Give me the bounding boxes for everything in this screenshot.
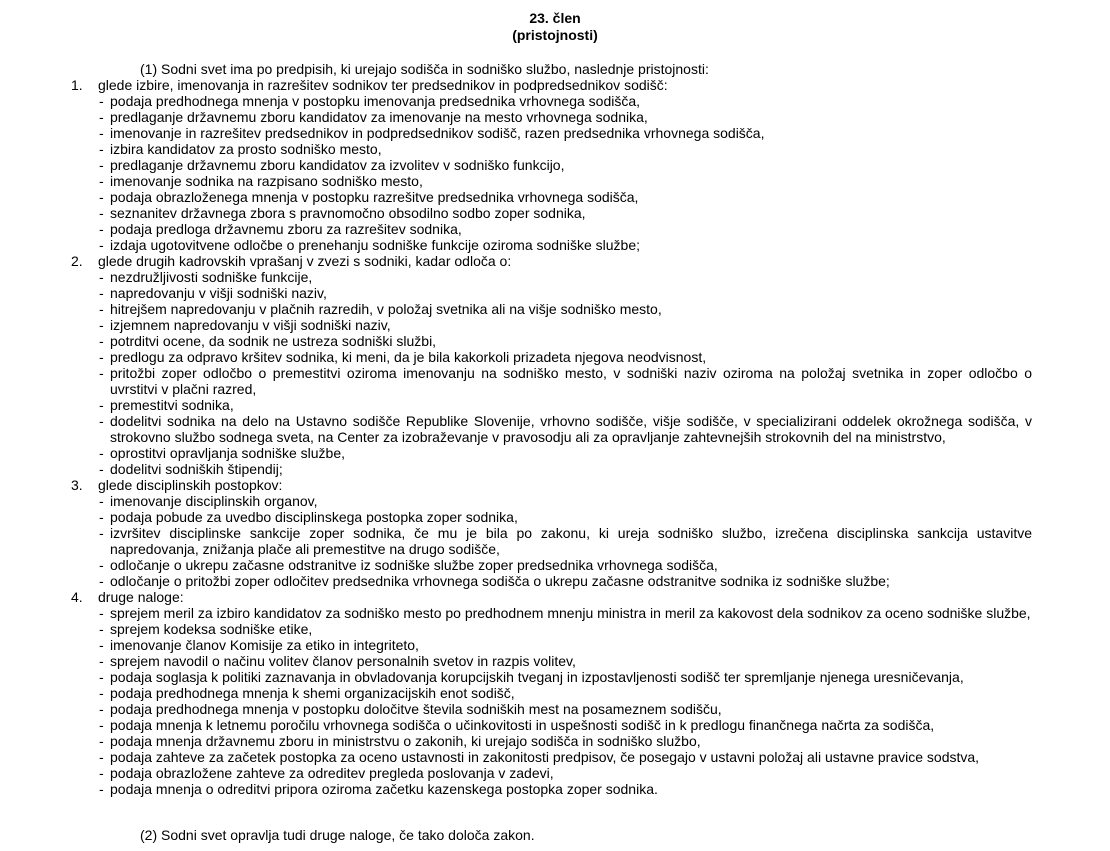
list-item-text: predlaganje državnemu zboru kandidatov za imenovanje na mesto vrhovnega sodnika, <box>110 109 648 125</box>
dash-marker: - <box>99 717 104 733</box>
section-number: 3. <box>71 477 83 493</box>
list-item-text: podaja predhodnega mnenja v postopku določitve števila sodniških mest na posameznem sodišču, <box>110 701 722 717</box>
section-heading: druge naloge: <box>98 589 184 605</box>
list-item <box>98 317 1032 333</box>
dash-marker: - <box>99 445 104 461</box>
list-item <box>98 141 1032 157</box>
list-item-text: izbira kandidatov za prosto sodniško mesto, <box>110 141 382 157</box>
list-item <box>98 269 1032 285</box>
list-item <box>98 349 1032 365</box>
intro-paragraph: (1) Sodni svet ima po predpisih, ki urejajo sodišča in sodniško službo, naslednje pristojnosti: <box>140 61 709 77</box>
list-item-text: sprejem kodeksa sodniške etike, <box>110 621 313 637</box>
list-item <box>98 205 1032 221</box>
list-item-text: podaja predloga državnemu zboru za razrešitev sodnika, <box>110 221 462 237</box>
list-item-text: premestitvi sodnika, <box>110 397 234 413</box>
list-item-text: nezdružljivosti sodniške funkcije, <box>110 269 313 285</box>
dash-marker: - <box>99 749 104 765</box>
list-item <box>98 781 1032 797</box>
dash-marker: - <box>99 125 104 141</box>
list-item-text: hitrejšem napredovanju v plačnih razredih, v položaj svetnika ali na višje sodniško mesto, <box>110 301 662 317</box>
list-item-text: izjemnem napredovanju v višji sodniški naziv, <box>110 317 391 333</box>
list-item <box>98 157 1032 173</box>
list-item-text: izvršitev disciplinske sankcije zoper sodnika, če mu je bila po zakonu, ki ureja sodniško službo, izrečena disciplinska sankcija ustavitve napredovanja, znižanja plače ali premestitve na drugo sodišče, <box>110 525 1032 557</box>
dash-marker: - <box>99 461 104 477</box>
list-item <box>98 765 1032 781</box>
dash-marker: - <box>99 733 104 749</box>
list-item <box>98 125 1032 141</box>
list-item <box>98 333 1032 349</box>
list-item-text: potrditvi ocene, da sodnik ne ustreza sodniški službi, <box>110 333 437 349</box>
list-item <box>98 669 1032 685</box>
list-item <box>98 525 1032 557</box>
dash-marker: - <box>99 413 104 429</box>
dash-marker: - <box>99 653 104 669</box>
dash-marker: - <box>99 605 104 621</box>
list-item <box>98 173 1032 189</box>
list-item-text: podaja zahteve za začetek postopka za oceno ustavnosti in zakonitosti predpisov, če posegajo v ustavni položaj ali ustavne pravice sodstva, <box>110 749 980 765</box>
list-item-text: sprejem meril za izbiro kandidatov za sodniško mesto po predhodnem mnenju ministra in meril za kakovost dela sodnikov za oceno sodniške službe, <box>110 605 1031 621</box>
article-number: 23. člen <box>529 10 581 26</box>
dash-marker: - <box>99 301 104 317</box>
list-item <box>98 93 1032 109</box>
list-item <box>98 493 1032 509</box>
dash-marker: - <box>99 237 104 253</box>
list-item <box>98 605 1032 621</box>
list-item <box>98 237 1032 253</box>
dash-marker: - <box>99 317 104 333</box>
section-subitems <box>98 93 1110 253</box>
section-item <box>0 477 1110 589</box>
list-item-text: dodelitvi sodnika na delo na Ustavno sodišče Republike Slovenije, vrhovno sodišče, višje sodišče, v specializirani oddelek okrožnega sodišča, v strokovno službo sodnega sveta, na Center za izobraževanje v pravosodju ali za opravljanje zahtevnejših strokovnih del na ministrstvo, <box>110 413 1032 445</box>
dash-marker: - <box>99 621 104 637</box>
dash-marker: - <box>99 269 104 285</box>
section-number: 4. <box>71 589 83 605</box>
dash-marker: - <box>99 365 104 381</box>
list-item <box>98 285 1032 301</box>
dash-marker: - <box>99 669 104 685</box>
list-item-text: podaja mnenja k letnemu poročilu vrhovnega sodišča o učinkovitosti in uspešnosti sodišč in k predlogu finančnega načrta za sodišča, <box>110 717 935 733</box>
list-item-text: imenovanje in razrešitev predsednikov in podpredsednikov sodišč, razen predsednika vrhovnega sodišča, <box>110 125 765 141</box>
list-item <box>98 301 1032 317</box>
dash-marker: - <box>99 781 104 797</box>
list-item-text: podaja pobude za uvedbo disciplinskega postopka zoper sodnika, <box>110 509 518 525</box>
dash-marker: - <box>99 333 104 349</box>
dash-marker: - <box>99 557 104 573</box>
list-item-text: oprostitvi opravljanja sodniške službe, <box>110 445 346 461</box>
article-header <box>0 10 1110 44</box>
list-item <box>98 445 1032 461</box>
list-item <box>98 573 1032 589</box>
list-item-text: podaja soglasja k politiki zaznavanja in obvladovanja korupcijskih tveganj in izpostavljenosti sodišč ter spremljanje njenega uresničevanja, <box>110 669 964 685</box>
dash-marker: - <box>99 173 104 189</box>
dash-marker: - <box>99 509 104 525</box>
section-item <box>0 253 1110 477</box>
dash-marker: - <box>99 349 104 365</box>
list-item-text: podaja predhodnega mnenja k shemi organizacijskih enot sodišč, <box>110 685 515 701</box>
dash-marker: - <box>99 701 104 717</box>
list-item <box>98 749 1032 765</box>
list-item-text: odločanje o pritožbi zoper odločitev predsednika vrhovnega sodišča o ukrepu začasne odstranitve sodnika iz sodniške službe; <box>110 573 890 589</box>
list-item <box>98 397 1032 413</box>
list-item-text: predlaganje državnemu zboru kandidatov za izvolitev v sodniško funkcijo, <box>110 157 565 173</box>
dash-marker: - <box>99 397 104 413</box>
list-item-text: sprejem navodil o načinu volitev članov personalnih svetov in razpis volitev, <box>110 653 576 669</box>
dash-marker: - <box>99 285 104 301</box>
list-item-text: podaja mnenja državnemu zboru in ministrstvu o zakonih, ki urejajo sodišča in sodniško službo, <box>110 733 701 749</box>
section-heading: glede drugih kadrovskih vprašanj v zvezi s sodniki, kadar odloča o: <box>98 253 512 269</box>
dash-marker: - <box>99 493 104 509</box>
list-item <box>98 557 1032 573</box>
dash-marker: - <box>99 189 104 205</box>
list-item <box>98 109 1032 125</box>
dash-marker: - <box>99 205 104 221</box>
competences-list <box>0 77 1110 797</box>
list-item-text: podaja mnenja o odreditvi pripora oziroma začetku kazenskega postopka zoper sodnika. <box>110 781 658 797</box>
section-heading: glede disciplinskih postopkov: <box>98 477 283 493</box>
list-item <box>98 189 1032 205</box>
list-item-text: imenovanje disciplinskih organov, <box>110 493 318 509</box>
list-item <box>98 509 1032 525</box>
section-subitems <box>98 269 1110 477</box>
section-number: 1. <box>71 77 83 93</box>
article-subtitle: (pristojnosti) <box>512 27 598 43</box>
section-item <box>0 589 1110 797</box>
list-item-text: imenovanje sodnika na razpisano sodniško mesto, <box>110 173 423 189</box>
list-item-text: podaja predhodnega mnenja v postopku imenovanja predsednika vrhovnega sodišča, <box>110 93 641 109</box>
section-item <box>0 77 1110 253</box>
list-item-text: pritožbi zoper odločbo o premestitvi oziroma imenovanju na sodniško mesto, v sodniški naziv oziroma na položaj svetnika in zoper odločbo o uvrstitvi v plačni razred, <box>110 365 1032 397</box>
list-item <box>98 653 1032 669</box>
dash-marker: - <box>99 141 104 157</box>
list-item-text: imenovanje članov Komisije za etiko in integriteto, <box>110 637 419 653</box>
list-item-text: odločanje o ukrepu začasne odstranitve iz sodniške službe zoper predsednika vrhovnega sodišča, <box>110 557 718 573</box>
list-item <box>98 621 1032 637</box>
dash-marker: - <box>99 109 104 125</box>
list-item <box>98 461 1032 477</box>
section-subitems <box>98 493 1110 589</box>
list-item <box>98 413 1032 445</box>
section-subitems <box>98 605 1110 797</box>
dash-marker: - <box>99 221 104 237</box>
section-heading: glede izbire, imenovanja in razrešitev sodnikov ter predsednikov in podpredsednikov sodišč: <box>98 77 668 93</box>
dash-marker: - <box>99 525 104 541</box>
dash-marker: - <box>99 637 104 653</box>
section-number: 2. <box>71 253 83 269</box>
list-item <box>98 733 1032 749</box>
list-item-text: predlogu za odpravo kršitev sodnika, ki meni, da je bila kakorkoli prizadeta njegova neodvisnost, <box>110 349 707 365</box>
list-item-text: podaja obrazloženega mnenja v postopku razrešitve predsednika vrhovnega sodišča, <box>110 189 639 205</box>
list-item <box>98 365 1032 397</box>
closing-paragraph: (2) Sodni svet opravlja tudi druge naloge, če tako določa zakon. <box>140 827 535 843</box>
dash-marker: - <box>99 573 104 589</box>
list-item-text: dodelitvi sodniških štipendij; <box>110 461 283 477</box>
dash-marker: - <box>99 157 104 173</box>
list-item <box>98 701 1032 717</box>
list-item-text: podaja obrazložene zahteve za odreditev pregleda poslovanja v zadevi, <box>110 765 554 781</box>
list-item <box>98 685 1032 701</box>
list-item <box>98 637 1032 653</box>
list-item <box>98 717 1032 733</box>
list-item <box>98 221 1032 237</box>
dash-marker: - <box>99 765 104 781</box>
dash-marker: - <box>99 93 104 109</box>
list-item-text: seznanitev državnega zbora s pravnomočno obsodilno sodbo zoper sodnika, <box>110 205 586 221</box>
list-item-text: napredovanju v višji sodniški naziv, <box>110 285 327 301</box>
dash-marker: - <box>99 685 104 701</box>
list-item-text: izdaja ugotovitvene odločbe o prenehanju sodniške funkcije oziroma sodniške službe; <box>110 237 640 253</box>
